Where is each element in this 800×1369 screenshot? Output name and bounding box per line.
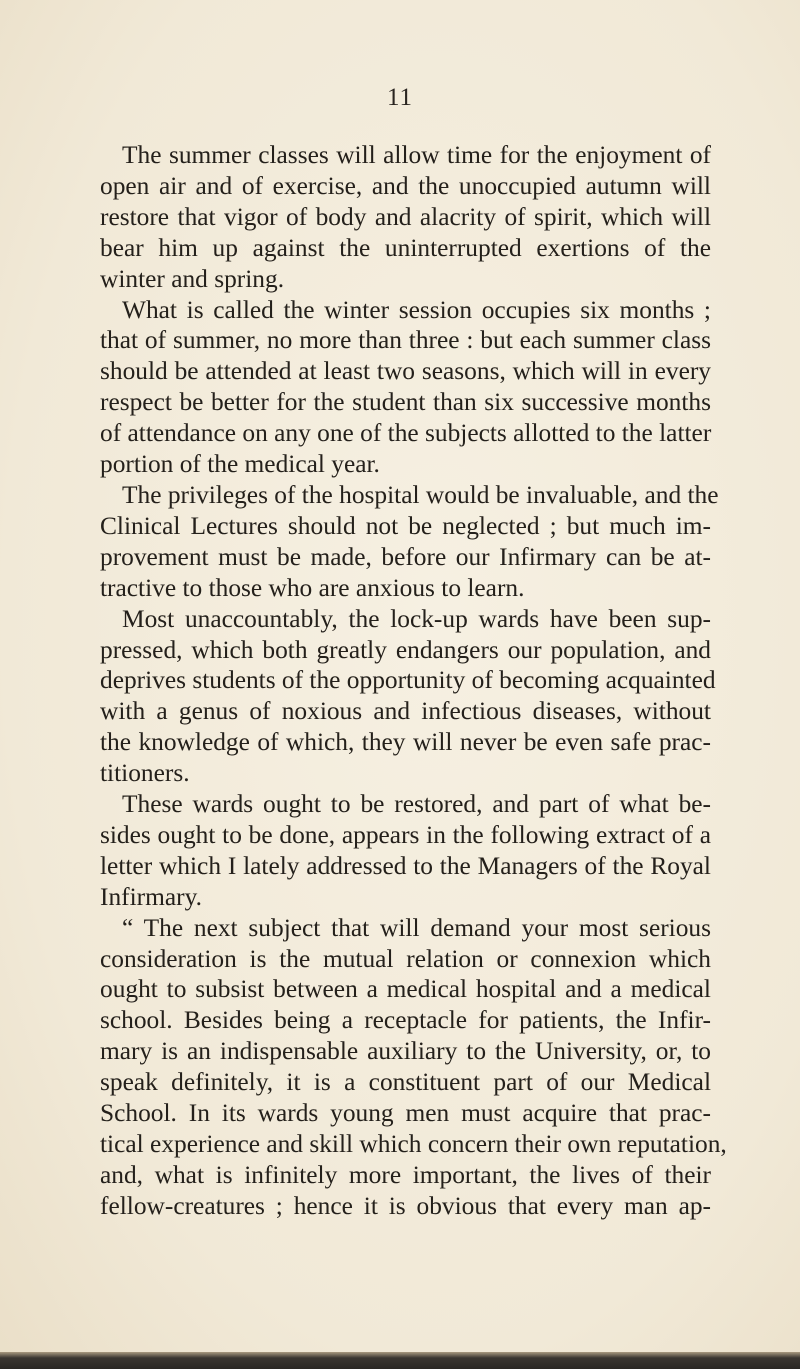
text-line: and, what is infinitely more important, the lives of their bbox=[100, 1160, 711, 1189]
paragraph-hospital-privileges bbox=[100, 480, 719, 604]
text-line: should be attended at least two seasons, which will in every bbox=[100, 357, 711, 386]
paragraph-lock-up-wards bbox=[100, 604, 716, 789]
text-line: consideration is the mutual relation or connexion which bbox=[100, 944, 711, 973]
text-line: winter and spring. bbox=[100, 264, 285, 293]
text-line: What is called the winter session occupies six months ; bbox=[122, 295, 711, 324]
text-line: with a genus of noxious and infectious diseases, without bbox=[100, 697, 711, 726]
paragraph-wards-restored bbox=[100, 789, 711, 913]
text-line: open air and of exercise, and the unoccupied autumn will bbox=[100, 171, 711, 200]
text-line: Infirmary. bbox=[100, 882, 202, 911]
text-line: the knowledge of which, they will never be even safe prac- bbox=[100, 728, 711, 757]
text-line: titioners. bbox=[100, 759, 190, 788]
text-line: sides ought to be done, appears in the following extract of a bbox=[100, 820, 711, 849]
text-line: bear him up against the uninterrupted exertions of the bbox=[100, 233, 711, 262]
text-line: These wards ought to be restored, and part of what be- bbox=[122, 790, 711, 819]
text-line: restore that vigor of body and alacrity of spirit, which will bbox=[100, 202, 711, 231]
body-text bbox=[100, 140, 727, 1222]
text-line: school. Besides being a receptacle for patients, the Infir- bbox=[100, 1006, 711, 1035]
text-line: respect be better for the student than six successive months bbox=[100, 388, 711, 417]
paragraph-letter-extract bbox=[100, 913, 727, 1222]
text-line: portion of the medical year. bbox=[100, 450, 380, 479]
text-line: Clinical Lectures should not be neglected ; but much im- bbox=[100, 511, 711, 540]
text-line: ought to subsist between a medical hospital and a medical bbox=[100, 975, 711, 1004]
text-line: School. In its wards young men must acquire that prac- bbox=[100, 1099, 711, 1128]
text-line: that of summer, no more than three : but each summer class bbox=[100, 326, 711, 355]
text-line: of attendance on any one of the subjects allotted to the latter bbox=[100, 419, 712, 448]
page-edge-shadow bbox=[0, 1352, 800, 1369]
text-line: fellow-creatures ; hence it is obvious that every man ap- bbox=[100, 1191, 711, 1220]
text-line: The summer classes will allow time for the enjoyment of bbox=[122, 141, 711, 169]
text-line: tical experience and skill which concern their own reputation, bbox=[100, 1130, 727, 1158]
text-line: letter which I lately addressed to the Managers of the Royal bbox=[100, 851, 711, 880]
text-line: “ The next subject that will demand your most serious bbox=[122, 913, 711, 942]
text-line: speak definitely, it is a constituent part of our Medical bbox=[100, 1068, 711, 1097]
text-line: provement must be made, before our Infirmary can be at- bbox=[100, 542, 711, 571]
text-line: The privileges of the hospital would be invaluable, and the bbox=[122, 480, 719, 509]
text-line: mary is an indispensable auxiliary to the University, or, to bbox=[100, 1037, 711, 1066]
page-number: 11 bbox=[386, 84, 414, 111]
text-line: tractive to those who are anxious to learn. bbox=[100, 573, 525, 602]
paragraph-winter-session bbox=[100, 295, 711, 480]
text-line: deprives students of the opportunity of becoming acquainted bbox=[100, 666, 716, 695]
text-line: Most unaccountably, the lock-up wards have been sup- bbox=[122, 604, 711, 633]
text-line: pressed, which both greatly endangers our population, and bbox=[100, 635, 711, 664]
paragraph-summer-classes bbox=[100, 140, 711, 295]
